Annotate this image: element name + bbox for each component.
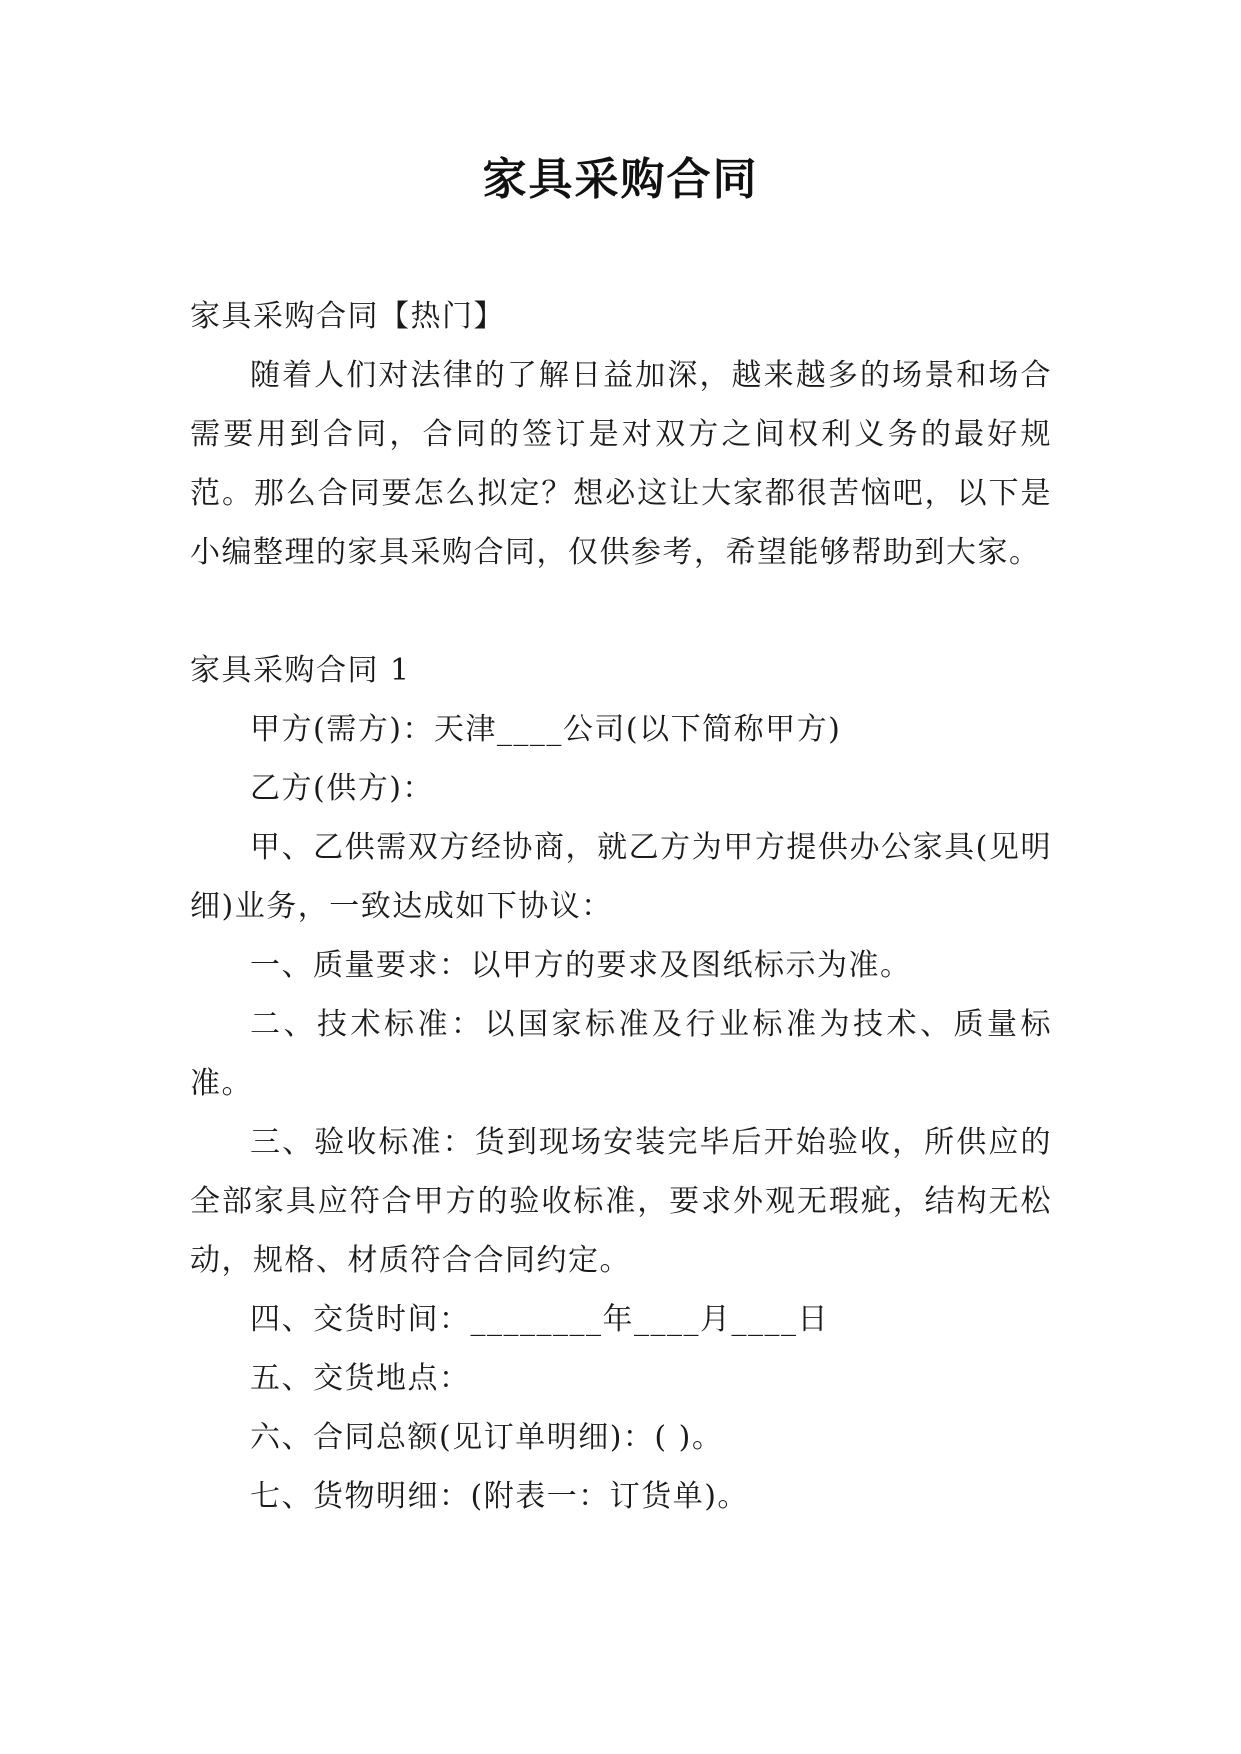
document-title: 家具采购合同 — [482, 154, 759, 205]
agreement-paragraph: 甲、乙供需双方经协商，就乙方为甲方提供办公家具(见明细)业务，一致达成如下协议： — [190, 830, 1052, 924]
document-body — [190, 287, 1052, 1526]
clause-technical-standard: 二、技术标准：以国家标准及行业标准为技术、质量标准。 — [190, 1007, 1052, 1101]
section-heading: 家具采购合同 1 — [190, 653, 411, 688]
paragraph-spacer — [190, 582, 1052, 641]
party-b-line: 乙方(供方)： — [250, 771, 434, 806]
clause-acceptance: 三、验收标准：货到现场安装完毕后开始验收，所供应的全部家具应符合甲方的验收标准，要求外观无瑕疵，结构无松动，规格、材质符合合同约定。 — [190, 1125, 1052, 1278]
clause-quality: 一、质量要求：以甲方的要求及图纸标示为准。 — [250, 948, 912, 983]
clause-contract-total: 六、合同总额(见订单明细)：( )。 — [250, 1420, 724, 1455]
document-subtitle: 家具采购合同【热门】 — [190, 299, 505, 334]
intro-paragraph: 随着人们对法律的了解日益加深，越来越多的场景和场合需要用到合同，合同的签订是对双方之间权利义务的最好规范。那么合同要怎么拟定？想必这让大家都很苦恼吧，以下是小编整理的家具采购合同，仅供参考，希望能够帮助到大家。 — [190, 358, 1052, 570]
party-a-line: 甲方(需方)：天津____公司(以下简称甲方) — [250, 712, 842, 747]
clause-delivery-location: 五、交货地点： — [250, 1361, 471, 1396]
clause-delivery-time: 四、交货时间：________年____月____日 — [250, 1302, 829, 1337]
clause-goods-details: 七、货物明细：(附表一：订货单)。 — [250, 1479, 749, 1514]
